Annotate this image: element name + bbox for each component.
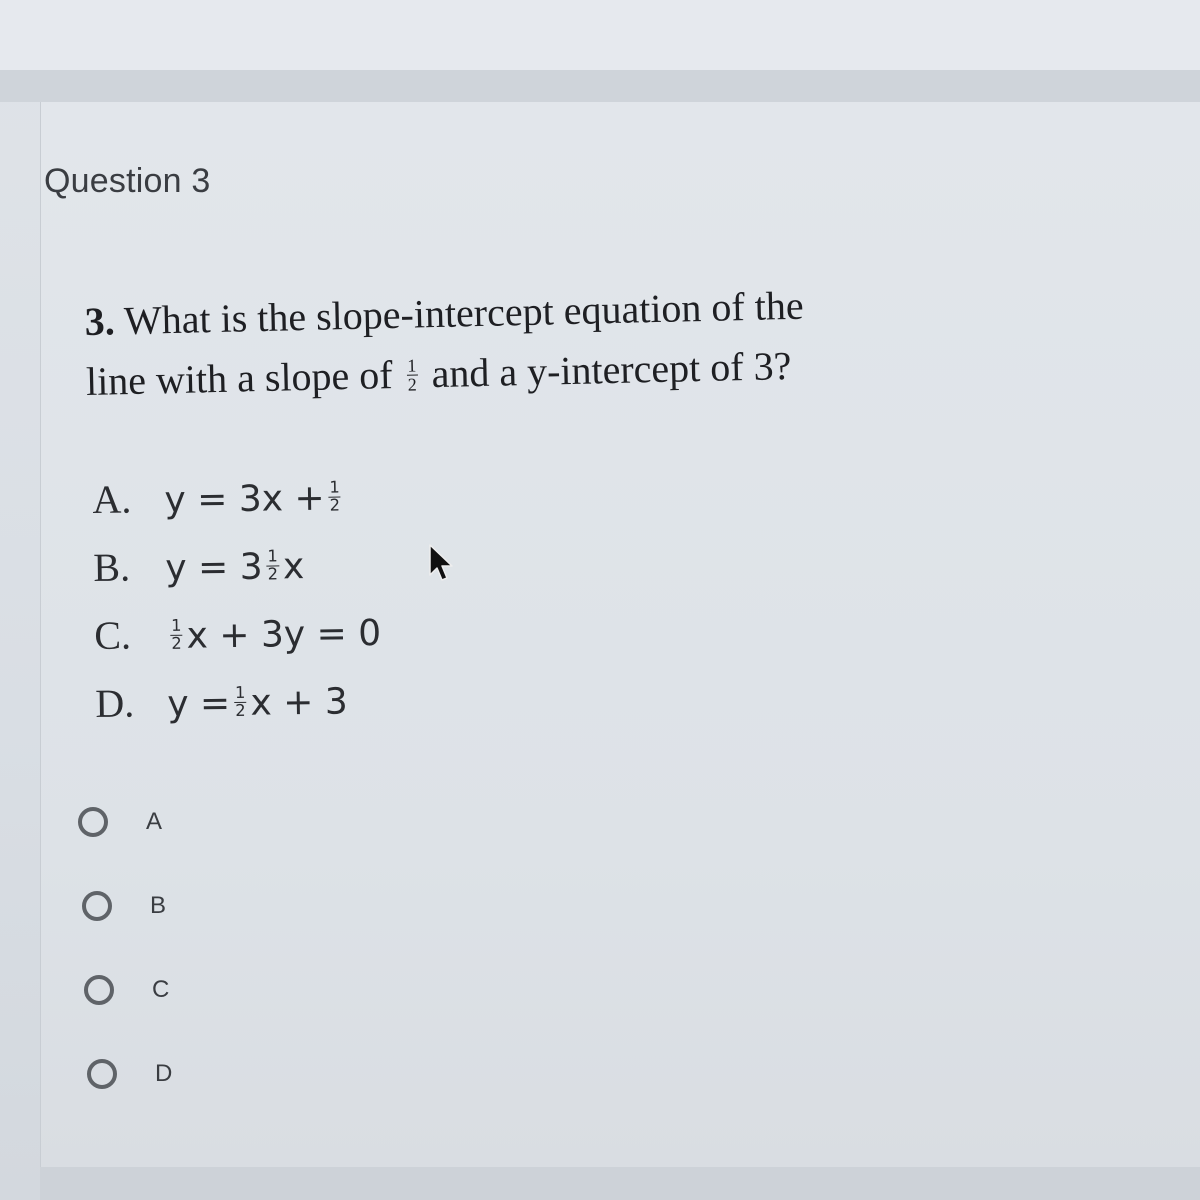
option-a[interactable] (78, 800, 162, 844)
option-b[interactable] (82, 884, 166, 928)
option-label[interactable]: D (155, 1060, 173, 1087)
slope-fraction (406, 357, 418, 394)
fraction-denominator: 2 (235, 700, 246, 720)
choice-letter: A. (92, 476, 132, 522)
question-header: Question 3 (44, 162, 211, 200)
radio-circle-icon[interactable] (82, 891, 112, 921)
option-label[interactable]: B (150, 892, 167, 919)
choice-letter: B. (93, 544, 131, 590)
option-label[interactable]: A (146, 808, 163, 835)
question-line-2-pre: line with a slope of (85, 352, 394, 404)
choice-letter: D. (94, 680, 135, 726)
choice-pre (166, 616, 167, 657)
choice-letter: C. (93, 612, 132, 658)
top-band (0, 0, 1200, 70)
fraction-numerator: 1 (234, 683, 246, 703)
question-number: 3. (84, 298, 116, 344)
fraction-denominator: 2 (171, 633, 182, 653)
question-line-2-post: and a y-intercept of 3? (431, 342, 792, 397)
fraction-numerator: 1 (329, 477, 340, 497)
fraction-numerator: 1 (171, 616, 182, 636)
choice-expression (166, 613, 381, 657)
choice-post (345, 477, 346, 518)
fraction-denominator: 2 (267, 563, 279, 584)
choice-pre: y = 3x + (164, 477, 325, 521)
choice-pre: y = 3 (165, 546, 263, 589)
fraction-denominator: 2 (329, 495, 341, 515)
slope-numerator: 1 (407, 355, 417, 376)
choice-post: x (282, 546, 305, 588)
option-d[interactable] (87, 1052, 172, 1096)
choice-fraction (266, 546, 279, 584)
choice-d (95, 670, 383, 742)
fraction-numerator: 1 (267, 546, 278, 566)
question-text (84, 272, 986, 412)
choice-expression (164, 477, 345, 521)
option-label[interactable]: C (152, 976, 170, 1003)
choice-c (94, 602, 382, 674)
radio-circle-icon[interactable] (87, 1059, 117, 1089)
choice-expression (165, 546, 304, 589)
choice-fraction (170, 618, 183, 652)
choice-fraction (234, 685, 247, 719)
top-divider-strip (0, 70, 1200, 102)
question-line-1-text: What is the slope-intercept equation of the (123, 282, 805, 344)
card-footer (40, 1167, 1200, 1200)
mouse-pointer-icon (426, 541, 456, 585)
choice-pre: y = (166, 683, 231, 725)
option-c[interactable] (84, 968, 169, 1012)
radio-circle-icon[interactable] (84, 975, 114, 1005)
choice-b (93, 534, 381, 606)
answer-choices (92, 466, 383, 742)
choice-fraction (328, 477, 341, 515)
radio-circle-icon[interactable] (78, 807, 108, 837)
choice-a (92, 466, 380, 538)
choice-post: x + 3y = 0 (186, 612, 382, 657)
slope-denominator: 2 (407, 374, 418, 395)
choice-post: x + 3 (250, 681, 349, 724)
choice-expression (167, 681, 348, 725)
